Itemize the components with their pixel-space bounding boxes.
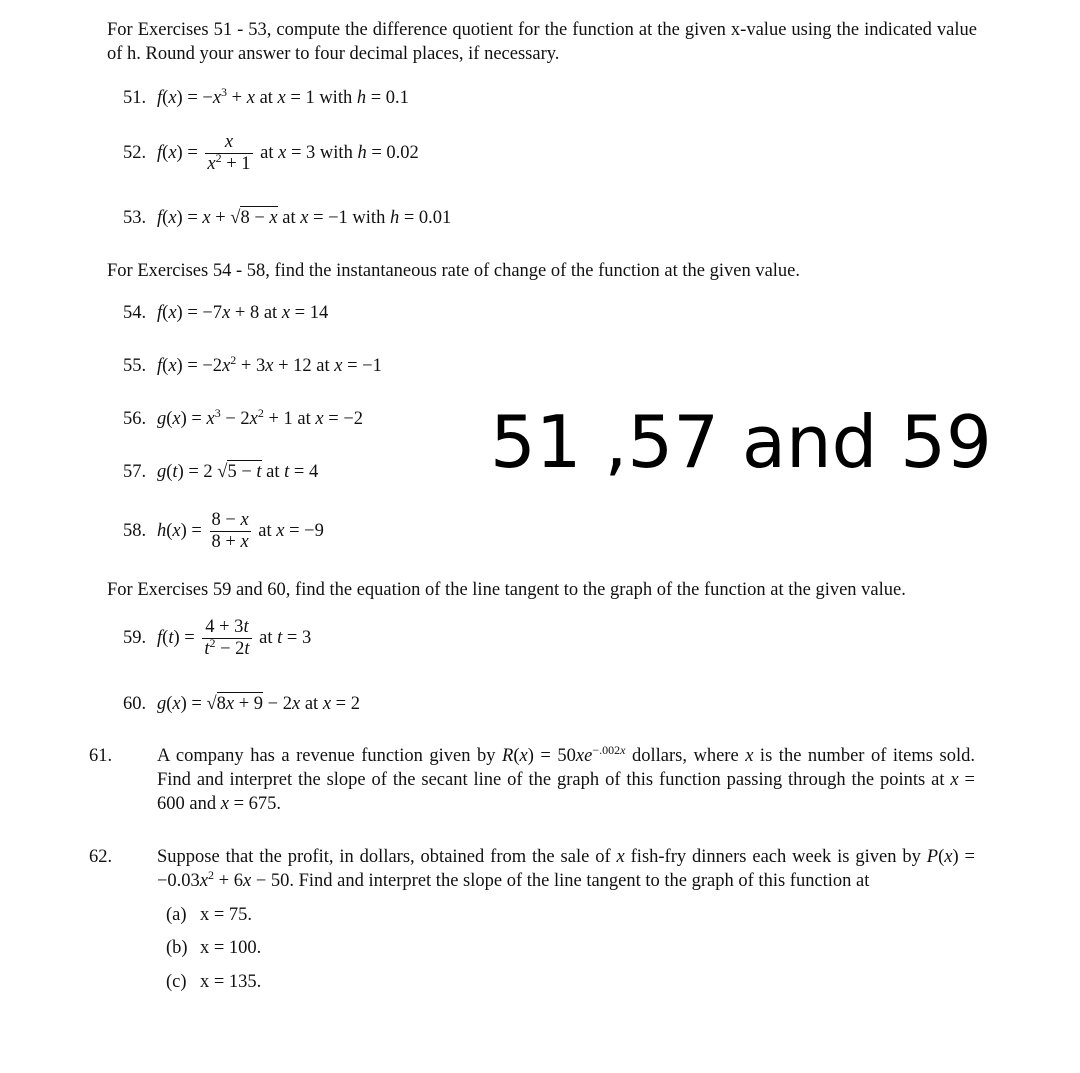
exercise-52: 52. f(x) = $\frac{x}{x^2 + 1}$ at x = 3 with h = 0.02 xyxy=(123,132,419,174)
fraction: $\frac{x}{x^2 + 1}$ xyxy=(207,132,251,174)
exercise-59: 59. f(t) = $\frac{4 + 3t}{t^2 - 2t}$ at t = 3 xyxy=(123,617,312,659)
exercise-53-number: 53. xyxy=(123,208,147,228)
exercise-58-number: 58. xyxy=(123,520,147,541)
exercise-51: 51. $f(x) = -x^3 + x$ at x = 1 with h = 0.1 xyxy=(123,85,409,108)
part-text: x = 135. xyxy=(200,972,262,992)
exercise-62-number: 62. xyxy=(89,847,113,867)
exercise-62-part-b xyxy=(166,936,261,960)
intro-51-53-text: For Exercises 51 - 53, compute the difference quotient for the function at the given x-value using the indicated value of h. Round your answer to four decimal places, if necessary. xyxy=(107,20,977,64)
exercise-54-number: 54. xyxy=(123,303,147,323)
exercise-55: 55. $f(x) = -2x^2 + 3x + 12$ at x = −1 xyxy=(123,353,382,376)
fraction: $\frac{8 - x}{8 + x}$ xyxy=(211,510,249,552)
part-label: (c) xyxy=(166,972,187,992)
intro-59-60 xyxy=(107,578,977,602)
exercise-52-number: 52. xyxy=(123,142,147,163)
intro-54-58 xyxy=(107,259,977,283)
intro-59-60-text: For Exercises 59 and 60, find the equation of the line tangent to the graph of the function at the given value. xyxy=(107,580,906,600)
exercise-53: 53. f(x) = x + √8 − x at x = −1 with h = 0.01 xyxy=(123,208,452,228)
exercise-57: 57. g(t) = 2 √5 − t at t = 4 xyxy=(123,462,319,482)
part-text: x = 100. xyxy=(200,938,262,958)
exercise-55-number: 55. xyxy=(123,356,147,376)
exercise-62-part-c xyxy=(166,970,261,994)
fraction: $\frac{4 + 3t}{t^2 - 2t}$ xyxy=(204,617,250,659)
exercise-61: 61. A company has a revenue function given by $R(x) = 50xe^{-.002x}$ dollars, where x is the number of items sold. Find and interpret the slope of the secant line of the graph of this function passing through the points at x = 600 and x = 675. xyxy=(89,743,975,814)
exercise-60: 60. g(x) = √8x + 9 − 2x at x = 2 xyxy=(123,694,360,714)
exercise-58: 58. h(x) = $\frac{8 - x}{8 + x}$ at x = −9 xyxy=(123,510,324,552)
exercise-57-number: 57. xyxy=(123,462,147,482)
exercise-51-number: 51. xyxy=(123,88,147,108)
exercise-56: 56. $g(x) = x^3 - 2x^2 + 1$ at x = −2 xyxy=(123,406,364,429)
intro-54-58-text: For Exercises 54 - 58, find the instantaneous rate of change of the function at the given value. xyxy=(107,261,801,281)
part-text: x = 75. xyxy=(200,905,253,925)
exercise-59-number: 59. xyxy=(123,627,147,648)
exercise-62-part-a xyxy=(166,903,252,927)
exercise-60-number: 60. xyxy=(123,694,147,714)
intro-51-53 xyxy=(107,18,977,66)
annotation-note: 51 ,57 and 59 xyxy=(490,400,992,484)
part-label: (a) xyxy=(166,905,187,925)
exercise-62: 62. Suppose that the profit, in dollars, obtained from the sale of x fish-fry dinners each week is given by $P(x) = -0.03x^2 + 6x - 50$. Find and interpret the slope of the line tangent to the graph of this function at xyxy=(89,847,975,891)
exercise-56-number: 56. xyxy=(123,409,147,429)
exercise-54: 54. f(x) = −7x + 8 at x = 14 xyxy=(123,303,329,323)
exercise-61-number: 61. xyxy=(89,746,113,766)
part-label: (b) xyxy=(166,938,188,958)
